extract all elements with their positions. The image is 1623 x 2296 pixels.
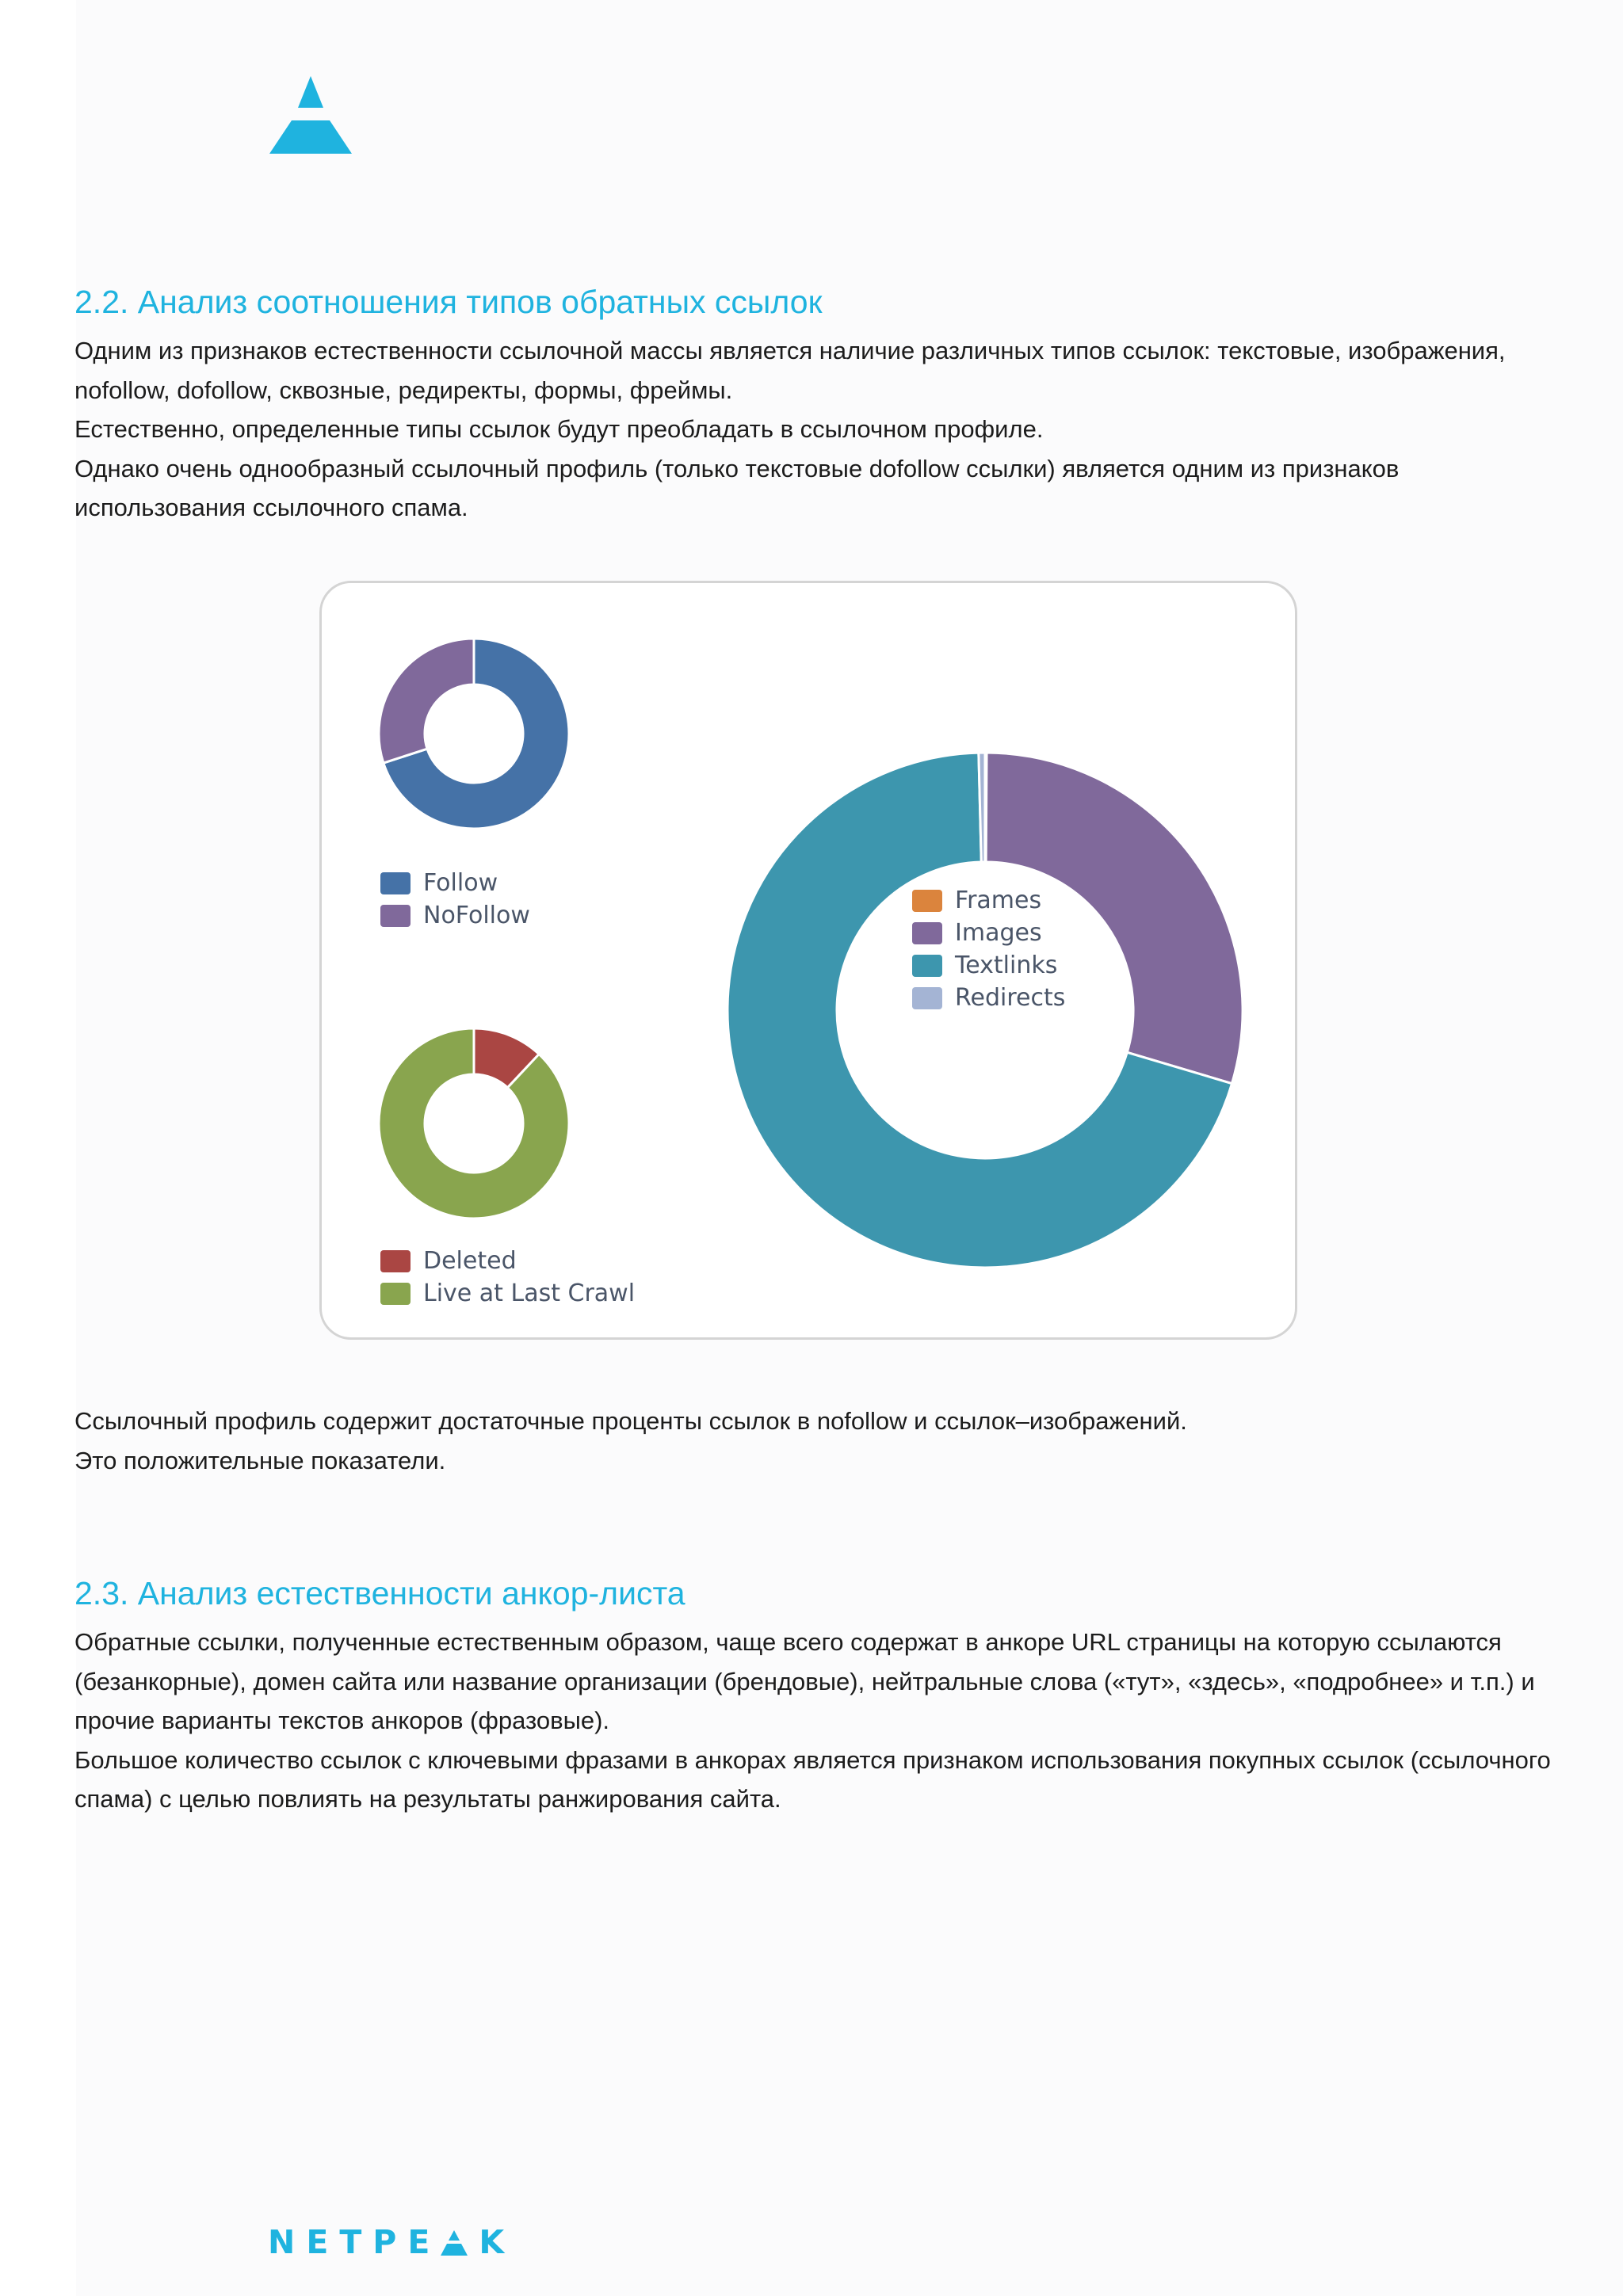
legend-link-types (912, 884, 1065, 1014)
legend-item-redirects (912, 982, 1065, 1014)
legend-label: Images (955, 919, 1042, 947)
legend-item-textlinks (912, 949, 1065, 982)
legend-item-images (912, 917, 1065, 949)
legend-swatch (380, 1250, 411, 1272)
footer-brand (268, 2223, 515, 2261)
donut-crawl-status-slice-live-at-last-crawl (379, 1028, 569, 1219)
legend-label: Deleted (423, 1247, 517, 1275)
legend-swatch (912, 890, 942, 912)
legend-label: Redirects (955, 984, 1066, 1012)
charts-canvas (322, 583, 1295, 1337)
legend-label: Follow (423, 869, 498, 897)
paragraph: Естественно, определенные типы ссылок будут преобладать в ссылочном профиле. (74, 415, 1044, 443)
legend-swatch (380, 905, 411, 927)
legend-swatch (380, 1283, 411, 1305)
legend-swatch (380, 872, 411, 894)
donut-follow-slice-nofollow (379, 639, 474, 763)
legend-crawl-status (380, 1245, 635, 1310)
section-title: 2.2. Анализ соотношения типов обратных ссылок (74, 284, 823, 320)
legend-label: NoFollow (423, 902, 530, 929)
paragraph: Ссылочный профиль содержит достаточные проценты ссылок в nofollow и ссылок–изображений. (74, 1407, 1187, 1435)
legend-label: Textlinks (955, 952, 1058, 979)
netpeak-logo-icon (269, 76, 352, 154)
paragraph: Одним из признаков естественности ссылочной массы является наличие различных типов ссылок: текстовые, изображения, nofollow, dofollow, сквозные, редиректы, формы, фреймы. (74, 337, 1506, 404)
section-title: 2.3. Анализ естественности анкор-листа (74, 1575, 685, 1611)
legend-swatch (912, 922, 942, 944)
charts-panel (319, 581, 1297, 1340)
legend-item-live (380, 1277, 635, 1310)
legend-label: Live at Last Crawl (423, 1280, 636, 1307)
paragraph: Однако очень однообразный ссылочный профиль (только текстовые dofollow ссылки) является одним из признаков использования ссылочного спама. (74, 454, 1400, 521)
paragraph: Обратные ссылки, полученные естественным образом, чаще всего содержат в анкоре URL страницы на которую ссылаются (безанкорные), домен сайта или название организации (брендовые), нейтральные слова («тут», «здесь», «подробнее» и т.п.) и прочие варианты текстов анкоров (фразовые). (74, 1628, 1535, 1734)
legend-item-frames (912, 884, 1065, 917)
footer-brand-right: K (479, 2223, 516, 2261)
legend-swatch (912, 987, 942, 1009)
legend-item-nofollow (380, 899, 530, 932)
legend-label: Frames (955, 887, 1042, 914)
legend-item-follow (380, 867, 530, 899)
paragraph: Это положительные показатели. (74, 1447, 446, 1474)
legend-item-deleted (380, 1245, 635, 1277)
footer-brand-left: NETPE (268, 2223, 441, 2261)
section-link-types (74, 282, 1564, 528)
section-anchor-list (74, 1573, 1564, 1819)
netpeak-triangle-icon (441, 2229, 468, 2256)
paragraph: Большое количество ссылок с ключевыми фразами в анкорах является признаком использования покупных ссылок (ссылочного спама) с целью повлиять на результаты ранжирования сайта. (74, 1745, 1551, 1813)
chart-summary (74, 1402, 1564, 1481)
legend-follow (380, 867, 530, 932)
legend-swatch (912, 955, 942, 977)
